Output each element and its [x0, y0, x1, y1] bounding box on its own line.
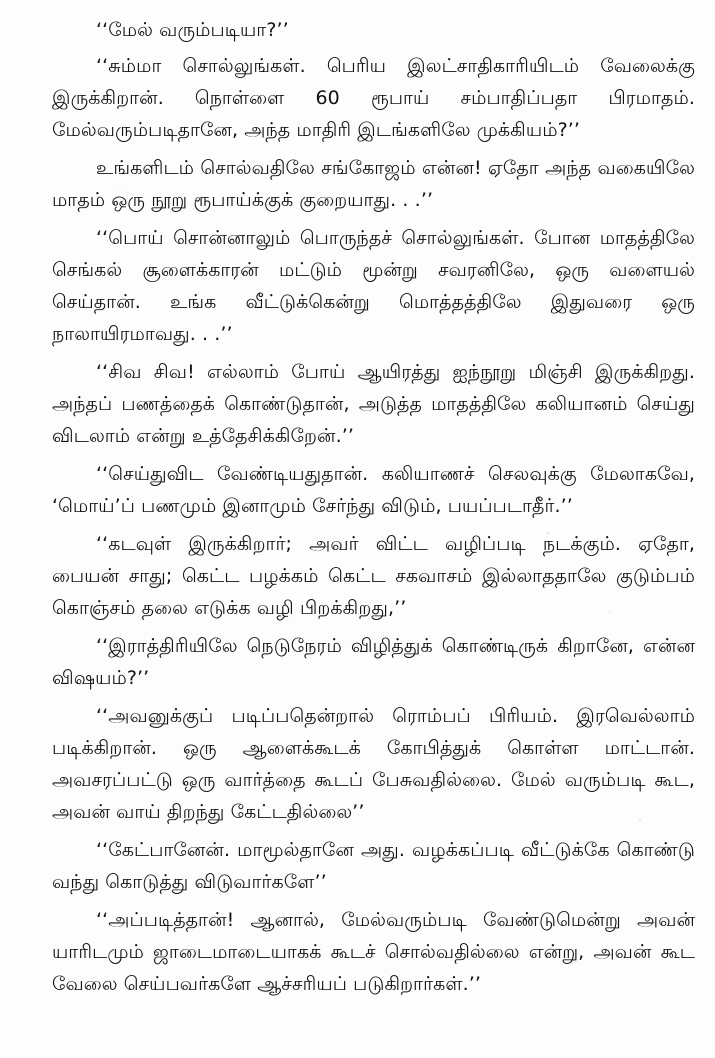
paragraph-6: ‘‘செய்துவிட வேண்டியதுதான். கலியாணச் செலவுக்கு மேலாகவே, ‘மொய்’ப் பணமும் இனாமும் சேர்ந்து விடும், பயப்படாதீர்.’’	[52, 463, 695, 517]
paragraph-9: ‘‘அவனுக்குப் படிப்பதென்றால் ரொம்பப் பிரியம். இரவெல்லாம் படிக்கிறான். ஒரு ஆளைக்கூடக் கோபித்துக் கொள்ள மாட்டான். அவசரப்பட்டு ஒரு வார்த்தை கூடப் பேசுவதில்லை. மேல் வரும்படி கூட, அவன் வாய் திறந்து கேட்டதில்லை’’	[52, 705, 695, 823]
paragraph-2: ‘‘சும்மா சொல்லுங்கள். பெரிய இலட்சாதிகாரியிடம் வேலைக்கு இருக்கிறான். நொள்ளை 60 ரூபாய் சம்பாதிப்பதா பிரமாதம். மேல்வரும்படிதானே, அந்த மாதிரி இடங்களிலே முக்கியம்?’’	[52, 55, 695, 141]
paragraph-3: உங்களிடம் சொல்வதிலே சங்கோஜம் என்ன! ஏதோ அந்த வகையிலே மாதம் ஒரு நூறு ரூபாய்க்குக் குறையாது. . .’’	[52, 157, 695, 211]
paragraph-8: ‘‘இராத்திரியிலே நெடுநேரம் விழித்துக் கொண்டிருக் கிறானே, என்ன விஷயம்?’’	[52, 635, 695, 689]
story-text	[52, 14, 695, 1006]
paragraph-7: ‘‘கடவுள் இருக்கிறார்; அவர் விட்ட வழிப்படி நடக்கும். ஏதோ, பையன் சாது; கெட்ட பழக்கம் கெட்ட சகவாசம் இல்லாததாலே குடும்பம் கொஞ்சம் தலை எடுக்க வழி பிறக்கிறது,’’	[52, 533, 695, 619]
paragraph-1: ‘‘மேல் வரும்படியா?’’	[96, 19, 289, 41]
paragraph-4: ‘‘பொய் சொன்னாலும் பொருந்தச் சொல்லுங்கள். போன மாதத்திலே செங்கல் சூளைக்காரன் மட்டும் மூன்று சவரனிலே, ஒரு வளையல் செய்தான். உங்க வீட்டுக்கென்று மொத்தத்திலே இதுவரை ஒரு நாலாயிரமாவது. . .’’	[52, 227, 695, 345]
paragraph-5: ‘‘சிவ சிவ! எல்லாம் போய் ஆயிரத்து ஐந்நூறு மிஞ்சி இருக்கிறது. அந்தப் பணத்தைக் கொண்டுதான், அடுத்த மாதத்திலே கலியானம் செய்து விடலாம் என்று உத்தேசிக்கிறேன்.’’	[52, 361, 695, 447]
paragraph-10: ‘‘கேட்பானேன். மாமூல்தானே அது. வழக்கப்படி வீட்டுக்கே கொண்டு வந்து கொடுத்து விடுவார்களே’’	[52, 839, 695, 893]
paragraph-11: ‘‘அப்படித்தான்! ஆனால், மேல்வரும்படி வேண்டுமென்று அவன் யாரிடமும் ஜாடைமாடையாகக் கூடச் சொல்வதில்லை என்று, அவன் கூட வேலை செய்பவர்களே ஆச்சரியப் படுகிறார்கள்.’’	[52, 909, 695, 995]
